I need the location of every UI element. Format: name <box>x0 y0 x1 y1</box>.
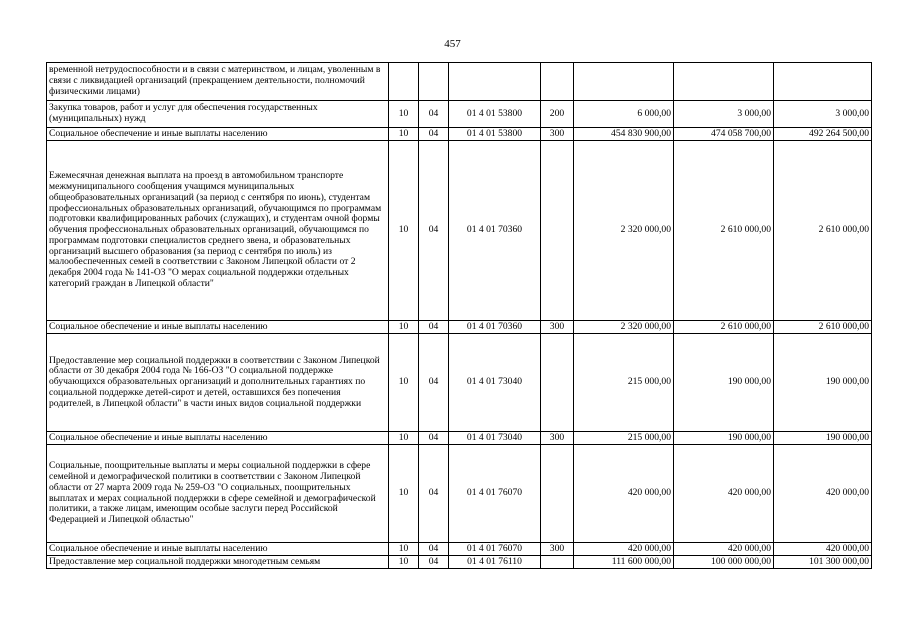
expense-type-cell <box>541 63 574 101</box>
amount-year3-cell: 420 000,00 <box>774 543 872 556</box>
amount-year2-cell: 190 000,00 <box>674 432 774 445</box>
amount-year2-cell: 100 000 000,00 <box>674 556 774 569</box>
amount-year3-cell: 2 610 000,00 <box>774 321 872 334</box>
amount-year1-cell: 420 000,00 <box>574 445 674 543</box>
page-number: 457 <box>444 38 461 50</box>
table-row <box>47 556 872 569</box>
amount-year2-cell: 190 000,00 <box>674 334 774 432</box>
amount-year2-cell: 474 058 700,00 <box>674 128 774 141</box>
target-article-cell: 01 4 01 70360 <box>449 141 541 321</box>
expense-type-cell <box>541 334 574 432</box>
budget-table <box>46 62 872 569</box>
razdel-cell: 10 <box>389 128 419 141</box>
podrazdel-cell: 04 <box>419 334 449 432</box>
amount-year1-cell: 454 830 900,00 <box>574 128 674 141</box>
amount-year2-cell: 2 610 000,00 <box>674 321 774 334</box>
row-name-cell: Социальное обеспечение и иные выплаты населению <box>47 321 389 334</box>
table-row <box>47 128 872 141</box>
amount-year1-cell: 2 320 000,00 <box>574 321 674 334</box>
row-name-cell: Закупка товаров, работ и услуг для обеспечения государственных (муниципальных) нужд <box>47 101 389 128</box>
amount-year2-cell: 420 000,00 <box>674 445 774 543</box>
row-name-cell: Предоставление мер социальной поддержки в соответствии с Законом Липецкой области от 30 декабря 2004 года № 166-ОЗ "О социальной поддержке обучающихся образовательных организаций и дополнительных гарантиях по социальной поддержке детей-сирот и детей, оставшихся без попечения родителей, в Липецкой области" в части иных видов социальной поддержки <box>47 334 389 432</box>
amount-year3-cell: 2 610 000,00 <box>774 141 872 321</box>
expense-type-cell: 200 <box>541 101 574 128</box>
row-name-cell: Социальное обеспечение и иные выплаты населению <box>47 543 389 556</box>
amount-year2-cell <box>674 63 774 101</box>
table-row <box>47 543 872 556</box>
row-name-cell: Предоставление мер социальной поддержки многодетным семьям <box>47 556 389 569</box>
budget-table-body <box>47 63 872 569</box>
row-name-cell: временной нетрудоспособности и в связи с материнством, и лицам, уволенным в связи с ликвидацией организаций (прекращением деятельности, полномочий физическими лицами) <box>47 63 389 101</box>
expense-type-cell <box>541 556 574 569</box>
table-row <box>47 63 872 101</box>
row-name-cell: Социальные, поощрительные выплаты и меры социальной поддержки в сфере семейной и демографической политики в соответствии с Законом Липецкой области от 27 марта 2009 года № 259-ОЗ "О социальных, поощрительных выплатах и мерах социальной поддержки в сфере семейной и демографической политики, а также лицам, имеющим особые заслуги перед Российской Федерацией и Липецкой областью" <box>47 445 389 543</box>
amount-year1-cell: 6 000,00 <box>574 101 674 128</box>
podrazdel-cell: 04 <box>419 445 449 543</box>
podrazdel-cell: 04 <box>419 141 449 321</box>
amount-year3-cell: 420 000,00 <box>774 445 872 543</box>
razdel-cell: 10 <box>389 543 419 556</box>
target-article-cell: 01 4 01 76110 <box>449 556 541 569</box>
target-article-cell: 01 4 01 76070 <box>449 445 541 543</box>
razdel-cell: 10 <box>389 432 419 445</box>
expense-type-cell: 300 <box>541 432 574 445</box>
row-name-cell: Ежемесячная денежная выплата на проезд в автомобильном транспорте межмуниципального сообщения учащимся муниципальных общеобразовательных организаций (за период с сентября по июнь), студентам профессиональных образовательных организаций, обучающимся по программам подготовки квалифицированных рабочих (служащих), и студентам очной формы обучения профессиональных образовательных организаций, обучающимся по программам подготовки специалистов среднего звена, и образовательных организаций высшего образования (за период с сентября по июль) из малообеспеченных семей в соответствии с Законом Липецкой области от 2 декабря 2004 года № 141-ОЗ "О мерах социальной поддержки отдельных категорий граждан в Липецкой области" <box>47 141 389 321</box>
podrazdel-cell: 04 <box>419 556 449 569</box>
amount-year3-cell: 492 264 500,00 <box>774 128 872 141</box>
podrazdel-cell: 04 <box>419 101 449 128</box>
expense-type-cell <box>541 445 574 543</box>
target-article-cell: 01 4 01 76070 <box>449 543 541 556</box>
amount-year3-cell: 101 300 000,00 <box>774 556 872 569</box>
razdel-cell: 10 <box>389 321 419 334</box>
amount-year2-cell: 2 610 000,00 <box>674 141 774 321</box>
amount-year1-cell: 215 000,00 <box>574 432 674 445</box>
razdel-cell: 10 <box>389 101 419 128</box>
expense-type-cell: 300 <box>541 321 574 334</box>
amount-year3-cell: 3 000,00 <box>774 101 872 128</box>
expense-type-cell: 300 <box>541 128 574 141</box>
row-name-cell: Социальное обеспечение и иные выплаты населению <box>47 432 389 445</box>
table-row <box>47 432 872 445</box>
amount-year2-cell: 420 000,00 <box>674 543 774 556</box>
table-row <box>47 141 872 321</box>
podrazdel-cell: 04 <box>419 128 449 141</box>
table-row <box>47 334 872 432</box>
amount-year2-cell: 3 000,00 <box>674 101 774 128</box>
amount-year1-cell: 2 320 000,00 <box>574 141 674 321</box>
razdel-cell: 10 <box>389 141 419 321</box>
table-row <box>47 445 872 543</box>
target-article-cell: 01 4 01 73040 <box>449 334 541 432</box>
target-article-cell: 01 4 01 53800 <box>449 128 541 141</box>
amount-year1-cell: 111 600 000,00 <box>574 556 674 569</box>
podrazdel-cell: 04 <box>419 543 449 556</box>
amount-year1-cell: 215 000,00 <box>574 334 674 432</box>
razdel-cell <box>389 63 419 101</box>
target-article-cell <box>449 63 541 101</box>
target-article-cell: 01 4 01 70360 <box>449 321 541 334</box>
target-article-cell: 01 4 01 53800 <box>449 101 541 128</box>
amount-year1-cell: 420 000,00 <box>574 543 674 556</box>
expense-type-cell <box>541 141 574 321</box>
table-row <box>47 321 872 334</box>
row-name-cell: Социальное обеспечение и иные выплаты населению <box>47 128 389 141</box>
podrazdel-cell: 04 <box>419 321 449 334</box>
podrazdel-cell <box>419 63 449 101</box>
table-row <box>47 101 872 128</box>
razdel-cell: 10 <box>389 334 419 432</box>
amount-year3-cell: 190 000,00 <box>774 432 872 445</box>
amount-year3-cell: 190 000,00 <box>774 334 872 432</box>
amount-year3-cell <box>774 63 872 101</box>
razdel-cell: 10 <box>389 556 419 569</box>
target-article-cell: 01 4 01 73040 <box>449 432 541 445</box>
amount-year1-cell <box>574 63 674 101</box>
razdel-cell: 10 <box>389 445 419 543</box>
expense-type-cell: 300 <box>541 543 574 556</box>
podrazdel-cell: 04 <box>419 432 449 445</box>
